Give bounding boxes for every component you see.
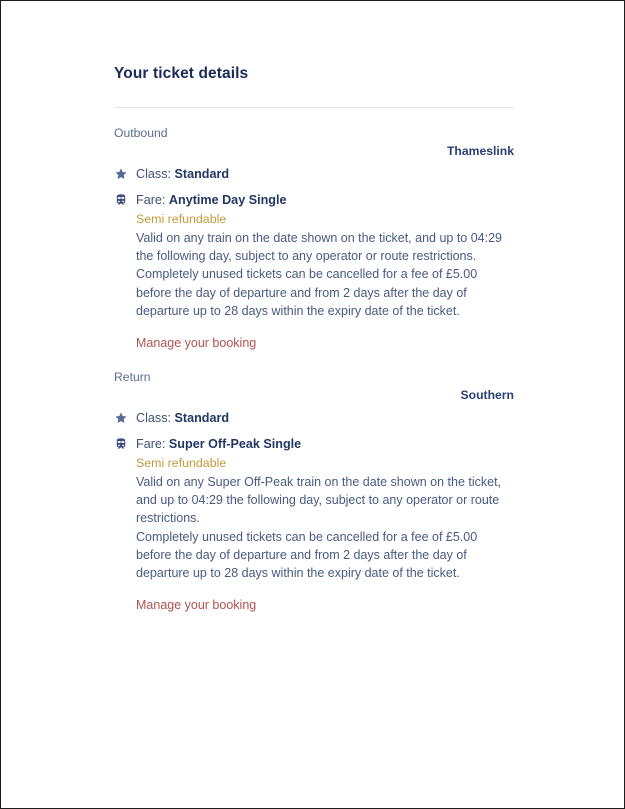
class-text [136, 410, 229, 427]
operator-name: Thameslink [446, 144, 514, 158]
fare-row [114, 192, 514, 209]
fare-description [136, 229, 514, 320]
fare-label: Fare: [136, 437, 169, 452]
train-icon [114, 192, 136, 208]
fare-value: Super Off-Peak Single [168, 437, 302, 452]
class-value: Standard [174, 411, 230, 426]
fare-details [114, 454, 514, 614]
operator-name: Southern [460, 388, 514, 403]
fare-value: Anytime Day Single [168, 193, 287, 207]
content-column [114, 1, 514, 614]
class-row [114, 166, 514, 183]
refund-status: Semi refundable [136, 456, 227, 471]
fare-text [136, 192, 286, 209]
fare-description-line-2: Completely unused tickets can be cancelled for a fee of £5.00 before the day of departure and from 2 days after the day of departure up to 28 days within the expiry date of the ticket. [136, 267, 478, 318]
fare-row [114, 436, 514, 453]
fare-details [114, 210, 514, 352]
manage-booking-link[interactable]: Manage your booking [136, 336, 257, 351]
leg-direction-label: Return [114, 370, 151, 385]
leg-direction-label: Outbound [114, 126, 168, 140]
class-text [136, 166, 229, 183]
fare-label: Fare: [136, 193, 169, 207]
fare-text [136, 436, 301, 453]
fare-description [136, 473, 514, 582]
class-value: Standard [174, 167, 230, 181]
journey-leg-return [114, 369, 514, 614]
star-icon [114, 410, 136, 425]
fare-description-line-2: Completely unused tickets can be cancelled for a fee of £5.00 before the day of departure and from 2 days after the day of departure up to 28 days within the expiry date of the ticket. [136, 529, 478, 581]
class-label: Class: [136, 411, 175, 426]
train-icon [114, 436, 136, 452]
fare-description-line-1: Valid on any train on the date shown on the ticket, and up to 04:29 the following day, subject to any operator or route restrictions. [136, 231, 502, 264]
journey-leg-outbound [114, 125, 514, 352]
class-row [114, 410, 514, 427]
refund-status: Semi refundable [136, 212, 227, 226]
fare-description-line-1: Valid on any Super Off-Peak train on the date shown on the ticket, and up to 04:29 the following day, subject to any operator or route restrictions. [136, 475, 502, 526]
title-divider [114, 107, 514, 108]
star-icon [114, 166, 136, 181]
manage-booking-link[interactable]: Manage your booking [136, 598, 257, 613]
fare-block [114, 436, 514, 614]
page-title: Your ticket details [114, 65, 249, 82]
fare-block [114, 192, 514, 352]
class-label: Class: [136, 167, 175, 181]
